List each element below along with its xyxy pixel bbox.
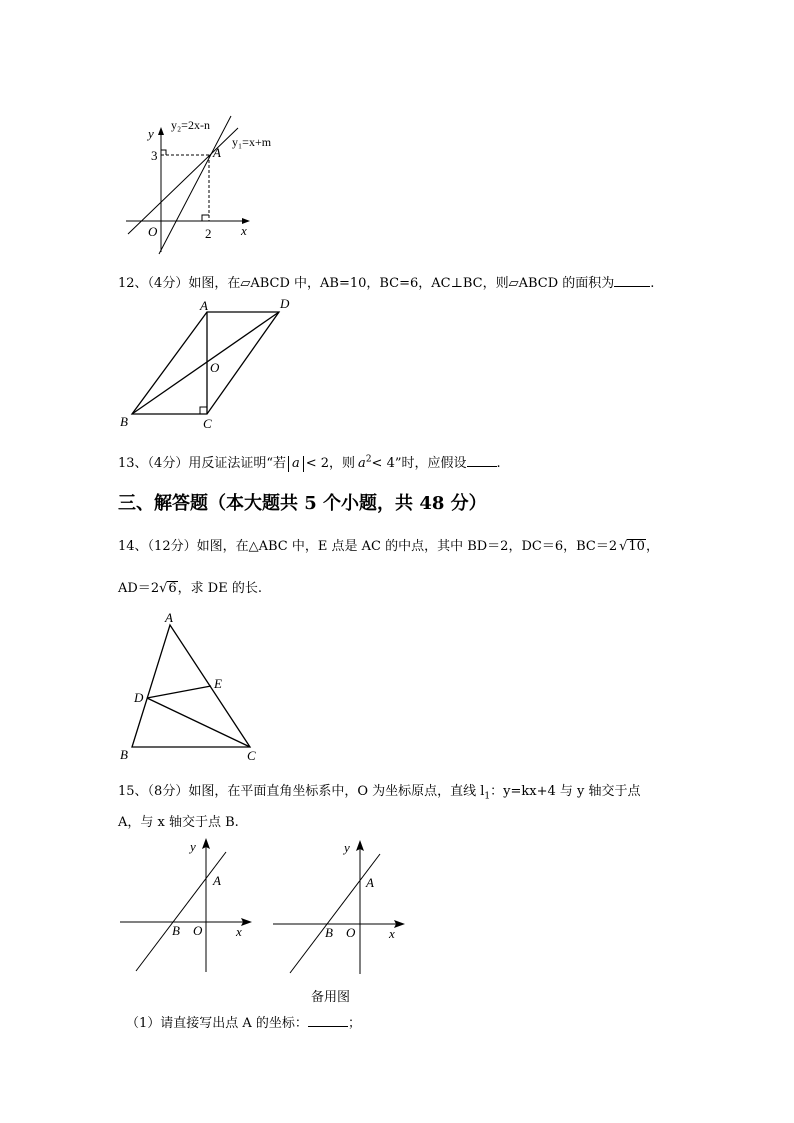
x-axis-label: x — [389, 926, 395, 941]
square-exponent: 2 — [365, 454, 372, 465]
line1-label: y₁=x+m — [232, 135, 272, 149]
question-number: 12、（4分） — [118, 276, 189, 291]
point-e-label: E — [214, 676, 222, 691]
question-text: 如图，在△ABC 中，E 点是 AC 的中点，其中 BD＝2，DC＝6，BC＝2 — [196, 539, 618, 554]
subscript: 1 — [484, 791, 491, 802]
question-text: AD＝ — [118, 581, 151, 596]
origin-label: O — [346, 925, 356, 940]
line2-label: y₂=2x-n — [171, 118, 210, 132]
vertex-a-label: A — [200, 298, 208, 313]
vertex-d-label: D — [280, 296, 290, 311]
x-axis-label: x — [241, 223, 247, 238]
point-a-label: A — [213, 145, 221, 160]
point-a-label: A — [366, 875, 374, 890]
question-14-line2: AD＝2√6，求 DE 的长. — [118, 581, 262, 596]
coefficient: 2 — [150, 581, 160, 596]
figure-caption: 备用图 — [311, 990, 351, 1005]
question-text: 用反证法证明“若 — [188, 456, 286, 471]
point-b-label: B — [325, 925, 333, 940]
origin-label: O — [148, 224, 158, 239]
y-axis-label: y — [344, 840, 350, 855]
question-text: 如图，在▱ABCD 中，AB=10，BC=6，AC⊥BC，则▱ABCD 的面积为 — [188, 276, 615, 291]
point-b-label: B — [172, 923, 180, 938]
question-end: . — [650, 276, 655, 291]
question-text: 如图，在平面直角坐标系中，O 为坐标原点，直线 l — [188, 784, 485, 799]
tick-label-x: 2 — [205, 226, 212, 241]
question-text: （1）请直接写出点 A 的坐标： — [126, 1016, 308, 1031]
comma: ， — [645, 539, 659, 554]
vertex-c-label: C — [203, 416, 212, 431]
question-number: 13、（4分） — [118, 456, 189, 471]
center-o-label: O — [210, 360, 220, 375]
point-a-label: A — [213, 873, 221, 888]
question-text: ：y=kx+4 与 y 轴交于点 — [490, 784, 641, 799]
square-variable: a — [358, 456, 366, 471]
x-axis-label: x — [236, 924, 242, 939]
point-d-label: D — [134, 690, 144, 705]
y-axis-label: y — [190, 839, 196, 854]
question-end: ； — [347, 1016, 361, 1031]
question-15-part1 — [126, 1012, 361, 1031]
abs-variable: a — [291, 456, 300, 471]
vertex-b-label: B — [120, 747, 128, 762]
vertex-b-label: B — [120, 414, 128, 429]
question-end: . — [496, 456, 501, 471]
question-number: 14、（12分） — [118, 539, 197, 554]
question-text: < 4”时，应假设 — [371, 456, 467, 471]
section-heading: 三、解答题（本大题共 5 个小题，共 48 分） — [118, 493, 487, 514]
radicand: 6 — [168, 581, 177, 596]
y-axis-label: y — [148, 126, 154, 141]
answer-blank — [308, 1026, 348, 1027]
vertex-a-label: A — [165, 610, 173, 625]
tick-label-y: 3 — [151, 148, 158, 163]
question-text: < 2，则 — [305, 456, 356, 471]
line-l1 — [290, 854, 380, 973]
radicand: 10 — [628, 539, 645, 554]
question-text: A，与 x 轴交于点 B. — [118, 815, 239, 830]
question-number: 15、（8分） — [118, 784, 189, 799]
question-text: ，求 DE 的长. — [177, 581, 262, 596]
question-14-line1: 14、（12分）如图，在△ABC 中，E 点是 AC 的中点，其中 BD＝2，DC＝6，BC＝2 √10， — [118, 539, 659, 554]
vertex-c-label: C — [247, 748, 256, 763]
origin-label: O — [193, 923, 203, 938]
